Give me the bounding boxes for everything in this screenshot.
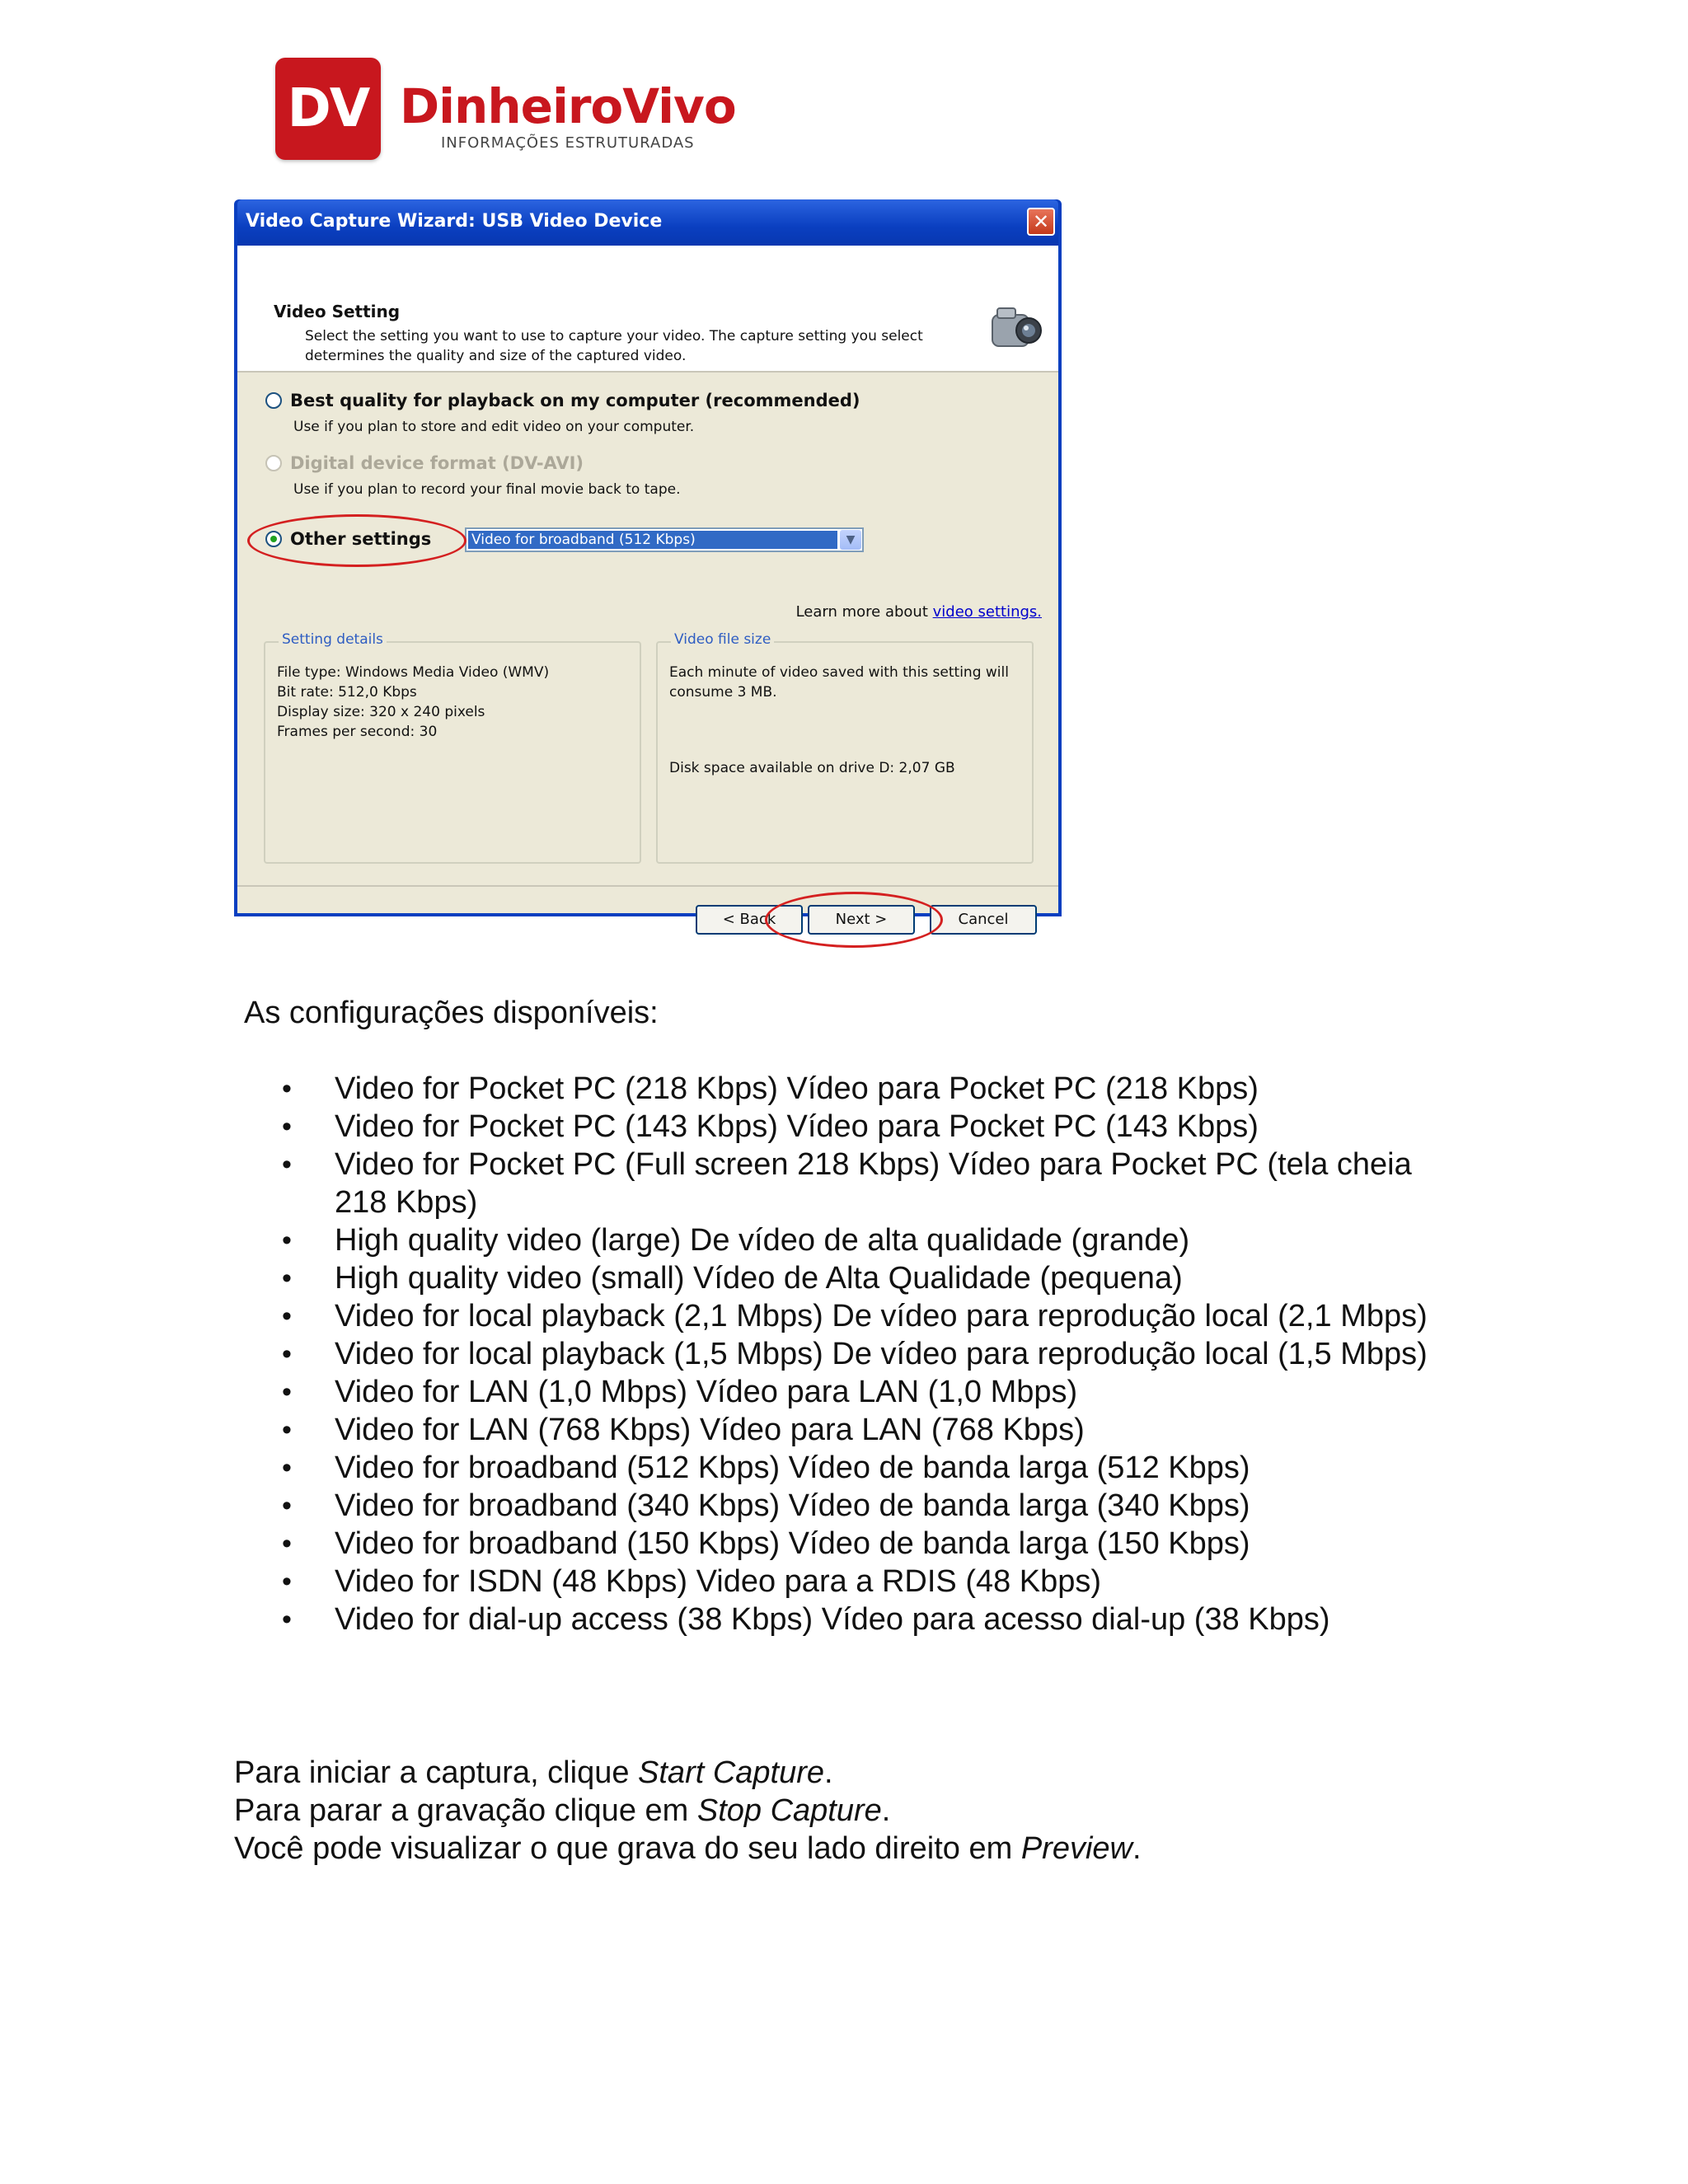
chevron-down-icon[interactable]: ▼ <box>840 530 861 550</box>
learn-more-prefix: Learn more about <box>795 603 928 621</box>
setting-details-label: Setting details <box>279 631 387 648</box>
list-item: • Video for Pocket PC (218 Kbps) Vídeo para Pocket PC (218 Kbps) <box>247 1070 1434 1108</box>
header-description: Select the setting you want to use to capture your video. The capture setting you select determines the quality and size of the captured video. <box>305 328 923 364</box>
closing-line-stop-capture: Para parar a gravação clique em Stop Capture. <box>234 1793 891 1828</box>
setting-details-body <box>277 663 549 742</box>
list-item: • Video for dial-up access (38 Kbps) Vídeo para acesso dial-up (38 Kbps) <box>247 1601 1434 1638</box>
highlight-next-button <box>765 892 943 948</box>
detail-line: Frames per second: 30 <box>277 724 438 740</box>
other-settings-select[interactable] <box>465 527 864 552</box>
disk-space-text: Disk space available on drive D: 2,07 GB <box>669 760 955 776</box>
header-title: Video Setting <box>274 302 401 321</box>
video-file-size-group <box>656 631 1034 864</box>
window-title: Video Capture Wizard: USB Video Device <box>246 211 663 232</box>
video-file-size-label: Video file size <box>671 631 774 648</box>
list-item: • Video for LAN (1,0 Mbps) Vídeo para LAN (1,0 Mbps) <box>247 1373 1434 1411</box>
list-item: • Video for local playback (2,1 Mbps) De vídeo para reprodução local (2,1 Mbps) <box>247 1297 1434 1335</box>
list-item: • Video for local playback (1,5 Mbps) De vídeo para reprodução local (1,5 Mbps) <box>247 1335 1434 1373</box>
best-quality-radio[interactable] <box>265 392 282 409</box>
list-item: • Video for broadband (150 Kbps) Vídeo de banda larga (150 Kbps) <box>247 1525 1434 1563</box>
list-item: • High quality video (large) De vídeo de alta qualidade (grande) <box>247 1221 1434 1259</box>
setting-details-group <box>264 631 641 864</box>
list-item: • Video for broadband (512 Kbps) Vídeo de banda larga (512 Kbps) <box>247 1449 1434 1487</box>
file-size-text: Each minute of video saved with this setting will consume 3 MB. <box>669 664 1009 701</box>
closing-paragraph <box>234 1754 1142 1868</box>
list-item: • Video for ISDN (48 Kbps) Video para a RDIS (48 Kbps) <box>247 1563 1434 1601</box>
select-value: Video for broadband (512 Kbps) <box>468 531 837 549</box>
close-icon[interactable]: ✕ <box>1027 208 1055 236</box>
detail-line: Bit rate: 512,0 Kbps <box>277 684 417 701</box>
highlight-other-settings <box>247 514 467 567</box>
list-item: • Video for Pocket PC (143 Kbps) Vídeo para Pocket PC (143 Kbps) <box>247 1108 1434 1146</box>
logo-mark: DV <box>275 58 381 160</box>
list-item: • Video for Pocket PC (Full screen 218 Kbps) Vídeo para Pocket PC (tela cheia 218 Kbps) <box>247 1146 1434 1221</box>
wizard-header <box>237 246 1058 373</box>
list-item: • Video for LAN (768 Kbps) Vídeo para LAN (768 Kbps) <box>247 1411 1434 1449</box>
dv-avi-radio <box>265 455 282 471</box>
camcorder-icon <box>987 300 1045 358</box>
next-button[interactable]: Next > <box>808 905 915 935</box>
detail-line: File type: Windows Media Video (WMV) <box>277 664 550 681</box>
option-dv-avi <box>265 453 584 473</box>
option-best-quality[interactable] <box>265 391 860 410</box>
list-item: • Video for broadband (340 Kbps) Vídeo de banda larga (340 Kbps) <box>247 1487 1434 1525</box>
dv-avi-desc: Use if you plan to record your final movie back to tape. <box>293 481 681 498</box>
learn-more <box>796 603 1042 621</box>
intro-text: As configurações disponíveis: <box>244 996 659 1030</box>
list-item: • High quality video (small) Vídeo de Alta Qualidade (pequena) <box>247 1259 1434 1297</box>
video-capture-wizard-dialog <box>234 199 1062 928</box>
title-bar[interactable] <box>237 199 1058 246</box>
cancel-button[interactable]: Cancel <box>930 905 1037 935</box>
video-settings-link[interactable]: video settings. <box>932 603 1042 621</box>
closing-line-preview: Você pode visualizar o que grava do seu lado direito em Preview. <box>234 1831 1142 1866</box>
best-quality-desc: Use if you plan to store and edit video on your computer. <box>293 419 695 435</box>
settings-list <box>247 1070 1434 1638</box>
logo-name: DinheiroVivo <box>400 78 736 134</box>
closing-line-start-capture: Para iniciar a captura, clique Start Capture. <box>234 1755 833 1790</box>
back-button[interactable]: < Back <box>696 905 803 935</box>
detail-line: Display size: 320 x 240 pixels <box>277 704 485 720</box>
other-settings-label[interactable]: Other settings <box>290 529 432 549</box>
dv-avi-label: Digital device format (DV-AVI) <box>290 453 584 473</box>
best-quality-label[interactable]: Best quality for playback on my computer (recommended) <box>290 391 860 410</box>
footer-divider <box>237 885 1058 887</box>
logo-tagline: INFORMAÇÕES ESTRUTURADAS <box>441 134 695 152</box>
dialog-client <box>237 246 1058 928</box>
